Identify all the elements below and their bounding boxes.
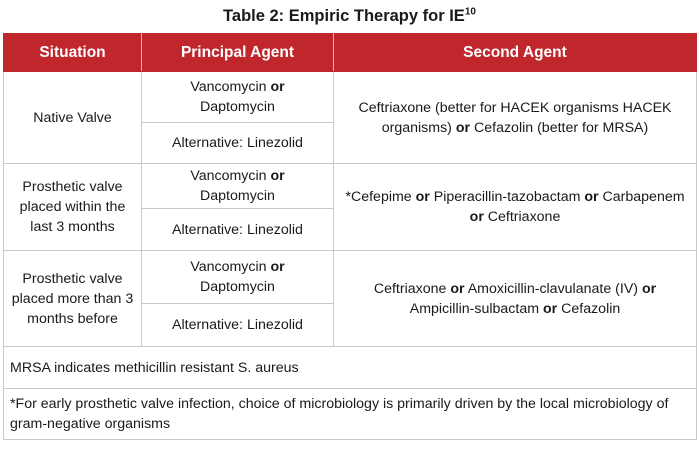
agent-name: Vancomycin: [190, 168, 267, 184]
second-agent-cell: [334, 164, 697, 251]
situation-cell: Native Valve: [4, 72, 142, 164]
agent-name: Vancomycin: [190, 259, 267, 275]
situation-cell: Prosthetic valve placed within the last 3 months: [4, 164, 142, 251]
alternative-agent-cell: Alternative: Linezolid: [142, 123, 334, 164]
table-row: [4, 164, 697, 209]
principal-agent-cell: [142, 72, 334, 123]
table-row: [4, 72, 697, 123]
alternative-agent-cell: Alternative: Linezolid: [142, 209, 334, 251]
agent-text: Amoxicillin-clavulanate (IV): [464, 280, 642, 297]
alternative-agent-cell: Alternative: Linezolid: [142, 304, 334, 347]
agent-text: Cefazolin: [557, 300, 621, 317]
early-infection-note: *For early prosthetic valve infection, choice of microbiology is primarily driven by the local microbiology of gram-negative organisms: [4, 389, 697, 440]
or-keyword: or: [542, 300, 558, 317]
agent-text: Ampicillin-sulbactam: [409, 300, 543, 317]
agent-text: Ceftriaxone: [483, 209, 561, 225]
header-principal-agent: Principal Agent: [142, 34, 334, 72]
agent-text: Ceftriaxone (better for HACEK organisms HACEK organisms): [358, 99, 672, 136]
table-title: [0, 0, 699, 32]
or-keyword: or: [270, 168, 285, 184]
agent-name: Daptomycin: [200, 99, 275, 115]
header-row: [4, 34, 697, 72]
or-keyword: or: [469, 209, 484, 225]
empiric-therapy-table: [3, 33, 697, 440]
mrsa-note: MRSA indicates methicillin resistant S. aureus: [4, 347, 697, 389]
principal-agent-cell: [142, 164, 334, 209]
agent-name: Vancomycin: [190, 79, 267, 95]
table-title-text: Table 2: Empiric Therapy for IE: [223, 7, 465, 25]
agent-text: Carbapenem: [598, 189, 685, 205]
or-keyword: or: [270, 79, 285, 95]
agent-text: Ceftriaxone: [373, 280, 451, 297]
header-second-agent: Second Agent: [334, 34, 697, 72]
agent-name: Daptomycin: [200, 279, 275, 295]
header-situation: Situation: [4, 34, 142, 72]
or-keyword: or: [641, 280, 657, 297]
second-agent-cell: [334, 251, 697, 347]
or-keyword: or: [450, 280, 465, 297]
table-title-superscript: 10: [464, 6, 476, 18]
agent-text: Cefazolin (better for MRSA): [470, 119, 649, 136]
or-keyword: or: [270, 259, 285, 275]
principal-agent-cell: [142, 251, 334, 304]
agent-text: Piperacillin-tazobactam: [429, 189, 585, 205]
note-row: [4, 389, 697, 440]
or-keyword: or: [584, 189, 599, 205]
or-keyword: or: [415, 189, 430, 205]
second-agent-cell: [334, 72, 697, 164]
note-row: [4, 347, 697, 389]
situation-cell: Prosthetic valve placed more than 3 months before: [4, 251, 142, 347]
agent-text: *Cefepime: [345, 189, 416, 205]
table-row: [4, 251, 697, 304]
agent-name: Daptomycin: [200, 188, 275, 204]
or-keyword: or: [455, 119, 471, 136]
